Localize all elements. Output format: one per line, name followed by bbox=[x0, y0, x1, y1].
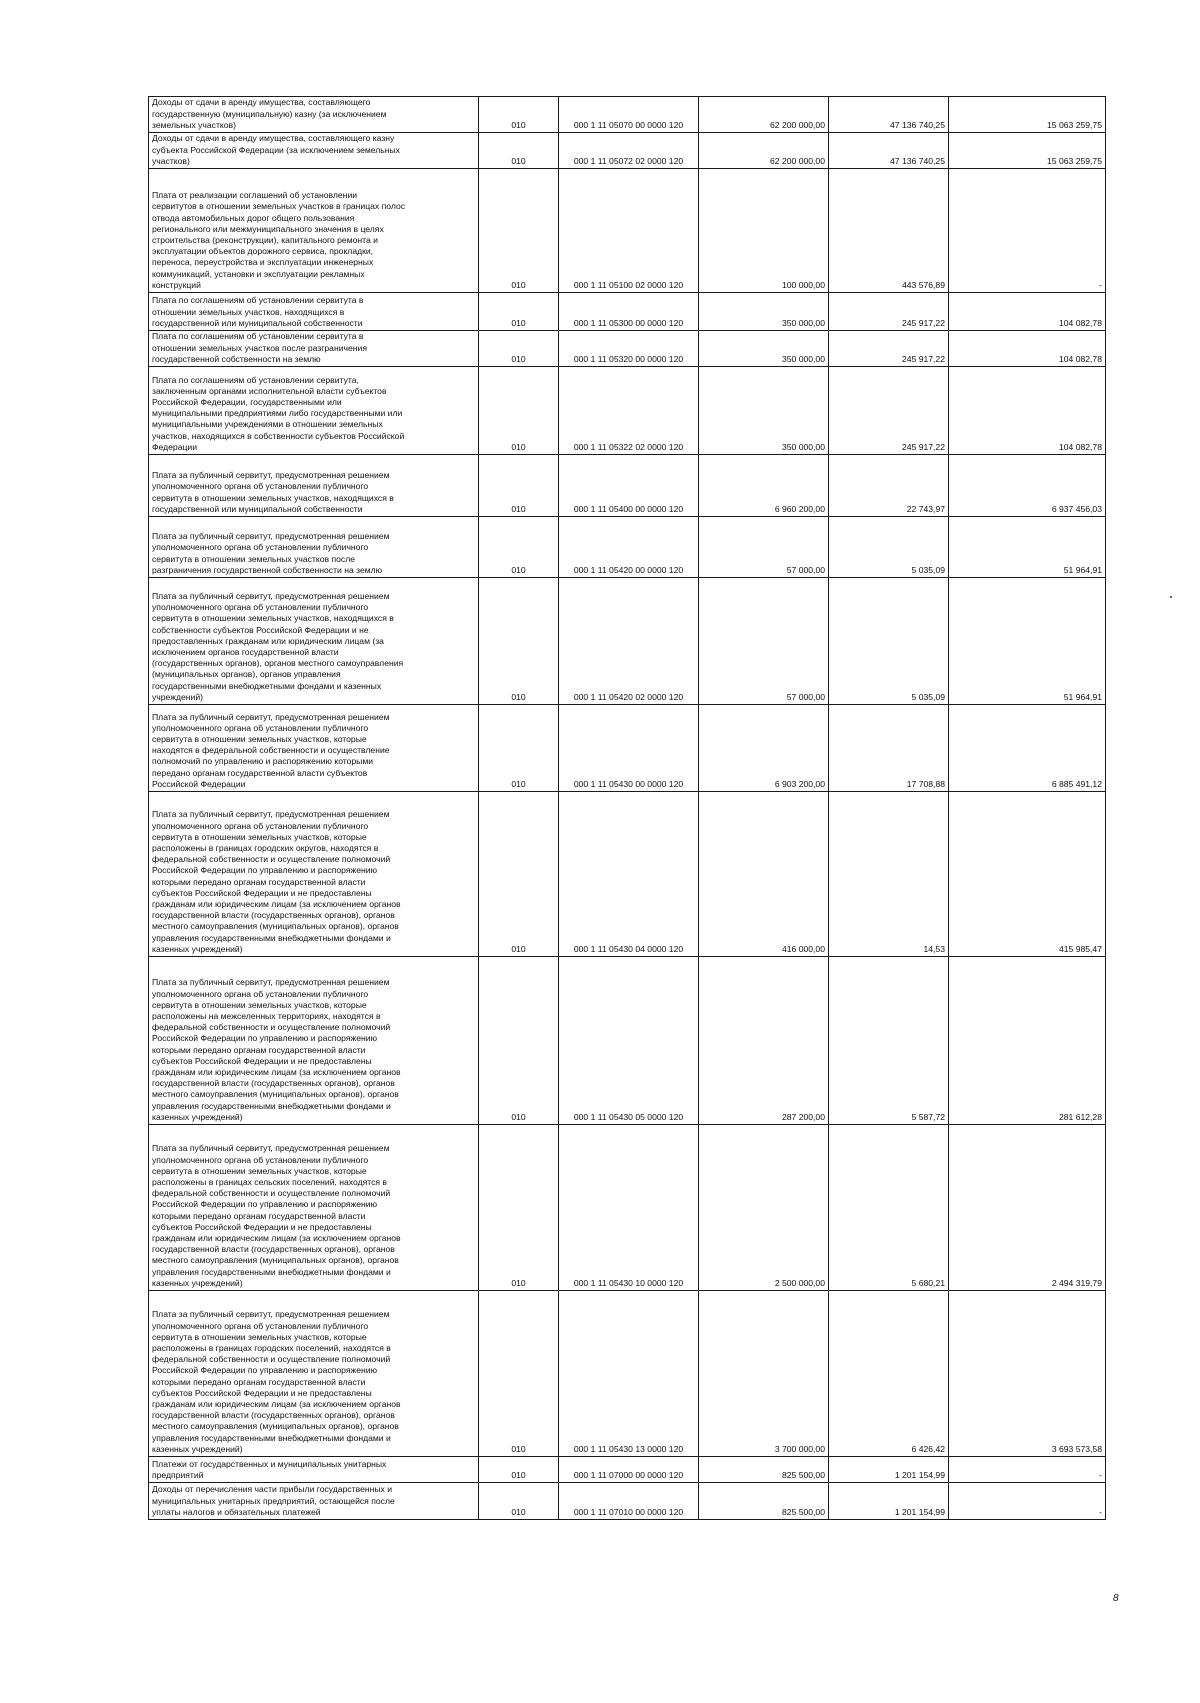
line-code-cell bbox=[479, 1457, 559, 1483]
approved-budget-cell bbox=[699, 578, 829, 705]
executed-text: 5 035,09 bbox=[911, 564, 945, 575]
table-row bbox=[149, 293, 1106, 331]
income-classification-code-text: 000 1 11 05420 00 0000 120 bbox=[573, 564, 684, 575]
unexecuted-text: 6 885 491,12 bbox=[1051, 778, 1102, 789]
line-code-cell bbox=[479, 169, 559, 293]
executed-text: 245 917,22 bbox=[901, 353, 945, 364]
income-classification-code-text: 000 1 11 05430 00 0000 120 bbox=[573, 778, 684, 789]
approved-budget-cell bbox=[699, 367, 829, 455]
income-classification-code-cell bbox=[559, 578, 699, 705]
approved-budget-text: 2 500 000,00 bbox=[774, 1277, 825, 1288]
unexecuted-cell bbox=[949, 331, 1106, 367]
approved-budget-cell bbox=[699, 455, 829, 517]
income-table-body bbox=[149, 97, 1106, 1520]
unexecuted-text: 51 964,91 bbox=[1063, 691, 1102, 702]
indicator-name-text: Плата за публичный сервитут, предусмотренная решением уполномоченного органа об установлении публичного сервитута в отношении земельных участков после разграничения государственной собственности на землю bbox=[152, 531, 390, 575]
line-code-cell bbox=[479, 705, 559, 792]
table-row bbox=[149, 578, 1106, 705]
line-code-cell bbox=[479, 1125, 559, 1291]
indicator-name-text: Плата за публичный сервитут, предусмотренная решением уполномоченного органа об установлении публичного сервитута в отношении земельных участков, которые расположены в границах сельских поселений, находятся в федеральной собственности и осуществление полномочий Российской Федерации по управлению и распоряжению которыми передано органам государственной власти субъектов Российской Федерации и не предоставлены гражданам или юридическим лицам (за исключением органов государственной власти (государственных органов), органов местного самоуправления (муниципальных органов), органов управления государственными внебюджетными фондами и казенных учреждений) bbox=[152, 1143, 401, 1288]
indicator-name-text: Доходы от перечисления части прибыли государственных и муниципальных унитарных предприятий, остающейся после уплаты налогов и обязательных платежей bbox=[152, 1484, 395, 1517]
unexecuted-cell bbox=[949, 455, 1106, 517]
approved-budget-cell bbox=[699, 517, 829, 578]
approved-budget-text: 416 000,00 bbox=[781, 943, 825, 954]
unexecuted-text: - bbox=[1099, 279, 1102, 290]
unexecuted-text: 415 985,47 bbox=[1058, 943, 1102, 954]
indicator-name-cell bbox=[149, 1483, 479, 1520]
unexecuted-cell bbox=[949, 169, 1106, 293]
indicator-name-text: Платежи от государственных и муниципальных унитарных предприятий bbox=[152, 1458, 387, 1480]
line-code-text: 010 bbox=[511, 1469, 526, 1480]
income-classification-code-text: 000 1 11 05100 02 0000 120 bbox=[573, 279, 684, 290]
income-classification-code-cell bbox=[559, 169, 699, 293]
indicator-name-text: Плата за публичный сервитут, предусмотренная решением уполномоченного органа об установлении публичного сервитута в отношении земельных участков, которые расположены в границах городских округов, находятся в федеральной собственности и осуществление полномочий Российской Федерации по управлению и распоряжению которыми передано органам государственной власти субъектов Российской Федерации и не предоставлены гражданам или юридическим лицам (за исключением органов государственной власти (государственных органов), органов местного самоуправления (муниципальных органов), органов управления государственными внебюджетными фондами и казенных учреждений) bbox=[152, 809, 401, 954]
line-code-text: 010 bbox=[511, 503, 526, 514]
executed-text: 245 917,22 bbox=[901, 441, 945, 452]
approved-budget-cell bbox=[699, 331, 829, 367]
unexecuted-text: 6 937 456,03 bbox=[1051, 503, 1102, 514]
indicator-name-cell bbox=[149, 133, 479, 169]
line-code-cell bbox=[479, 578, 559, 705]
executed-text: 5 035,09 bbox=[911, 691, 945, 702]
line-code-text: 010 bbox=[511, 564, 526, 575]
line-code-text: 010 bbox=[511, 1443, 526, 1454]
page-number: 8 bbox=[1113, 1593, 1119, 1604]
table-row bbox=[149, 1457, 1106, 1483]
approved-budget-text: 825 500,00 bbox=[781, 1469, 825, 1480]
income-classification-code-text: 000 1 11 05320 00 0000 120 bbox=[573, 353, 684, 364]
executed-text: 1 201 154,99 bbox=[894, 1469, 945, 1480]
approved-budget-text: 57 000,00 bbox=[786, 564, 825, 575]
unexecuted-cell bbox=[949, 1483, 1106, 1520]
income-classification-code-text: 000 1 11 05300 00 0000 120 bbox=[573, 317, 684, 328]
indicator-name-text: Плата за публичный сервитут, предусмотренная решением уполномоченного органа об установлении публичного сервитута в отношении земельных участков, которые расположены в границах городских поселений, находятся в федеральной собственности и осуществление полномочий Российской Федерации по управлению и распоряжению которыми передано органам государственной власти субъектов Российской Федерации и не предоставлены гражданам или юридическим лицам (за исключением органов государственной власти (государственных органов), органов местного самоуправления (муниципальных органов), органов управления государственными внебюджетными фондами и казенных учреждений) bbox=[152, 1309, 401, 1454]
line-code-cell bbox=[479, 455, 559, 517]
indicator-name-text: Плата за публичный сервитут, предусмотренная решением уполномоченного органа об установлении публичного сервитута в отношении земельных участков, находящихся в собственности субъектов Российской Федерации и не предоставленных гражданам или юридическим лицам (за исключением органов государственной власти (государственных органов), органов местного самоуправления (муниципальных органов), органов управления государственными внебюджетными фондами и казенных учреждений) bbox=[152, 590, 404, 702]
executed-text: 443 576,89 bbox=[901, 279, 945, 290]
unexecuted-text: - bbox=[1099, 1469, 1102, 1480]
executed-cell bbox=[829, 331, 949, 367]
indicator-name-text: Плата по соглашениям об установлении сервитута, заключенным органами исполнительной власти субъектов Российской Федерации, государственными или муниципальными предприятиями либо государственными или муниципальными учреждениями в отношении земельных участков, находящихся в собственности субъектов Российской Федерации bbox=[152, 374, 405, 452]
income-classification-code-cell bbox=[559, 1457, 699, 1483]
approved-budget-cell bbox=[699, 1291, 829, 1457]
approved-budget-cell bbox=[699, 792, 829, 957]
line-code-text: 010 bbox=[511, 1506, 526, 1517]
indicator-name-text: Плата за публичный сервитут, предусмотренная решением уполномоченного органа об установлении публичного сервитута в отношении земельных участков, которые находятся в федеральной собственности и осуществление полномочий по управлению и распоряжению которыми передано органам государственной власти субъектов Российской Федерации bbox=[152, 711, 390, 789]
income-classification-code-cell bbox=[559, 957, 699, 1125]
budget-report-sheet bbox=[148, 96, 1105, 1520]
unexecuted-text: - bbox=[1099, 1506, 1102, 1517]
executed-cell bbox=[829, 367, 949, 455]
unexecuted-cell bbox=[949, 293, 1106, 331]
approved-budget-text: 6 960 200,00 bbox=[774, 503, 825, 514]
approved-budget-cell bbox=[699, 133, 829, 169]
unexecuted-text: 3 693 573,58 bbox=[1051, 1443, 1102, 1454]
indicator-name-text: Плата за публичный сервитут, предусмотренная решением уполномоченного органа об установлении публичного сервитута в отношении земельных участков, находящихся в государственной или муниципальной собственности bbox=[152, 470, 394, 514]
approved-budget-text: 287 200,00 bbox=[781, 1111, 825, 1122]
executed-cell bbox=[829, 1125, 949, 1291]
table-row bbox=[149, 97, 1106, 133]
income-classification-code-cell bbox=[559, 1291, 699, 1457]
income-classification-code-text: 000 1 11 05072 02 0000 120 bbox=[573, 155, 684, 166]
unexecuted-cell bbox=[949, 957, 1106, 1125]
income-classification-code-cell bbox=[559, 293, 699, 331]
unexecuted-text: 15 063 259,75 bbox=[1047, 155, 1102, 166]
approved-budget-text: 350 000,00 bbox=[781, 353, 825, 364]
approved-budget-text: 62 200 000,00 bbox=[770, 119, 825, 130]
indicator-name-cell bbox=[149, 1291, 479, 1457]
approved-budget-cell bbox=[699, 1125, 829, 1291]
executed-text: 5 587,72 bbox=[911, 1111, 945, 1122]
line-code-text: 010 bbox=[511, 1277, 526, 1288]
unexecuted-text: 104 082,78 bbox=[1058, 317, 1102, 328]
indicator-name-cell bbox=[149, 578, 479, 705]
approved-budget-cell bbox=[699, 705, 829, 792]
executed-cell bbox=[829, 293, 949, 331]
executed-text: 47 136 740,25 bbox=[890, 155, 945, 166]
line-code-cell bbox=[479, 367, 559, 455]
indicator-name-cell bbox=[149, 455, 479, 517]
indicator-name-text: Доходы от сдачи в аренду имущества, составляющего казну субъекта Российской Федерации (за исключением земельных участков) bbox=[152, 133, 400, 166]
line-code-cell bbox=[479, 331, 559, 367]
line-code-cell bbox=[479, 97, 559, 133]
executed-text: 47 136 740,25 bbox=[890, 119, 945, 130]
income-classification-code-cell bbox=[559, 517, 699, 578]
executed-cell bbox=[829, 792, 949, 957]
approved-budget-text: 350 000,00 bbox=[781, 317, 825, 328]
unexecuted-cell bbox=[949, 1125, 1106, 1291]
indicator-name-cell bbox=[149, 293, 479, 331]
table-row bbox=[149, 705, 1106, 792]
unexecuted-cell bbox=[949, 97, 1106, 133]
line-code-cell bbox=[479, 133, 559, 169]
executed-cell bbox=[829, 1483, 949, 1520]
indicator-name-cell bbox=[149, 792, 479, 957]
executed-cell bbox=[829, 97, 949, 133]
unexecuted-cell bbox=[949, 367, 1106, 455]
unexecuted-cell bbox=[949, 578, 1106, 705]
unexecuted-cell bbox=[949, 517, 1106, 578]
line-code-text: 010 bbox=[511, 1111, 526, 1122]
executed-cell bbox=[829, 578, 949, 705]
line-code-text: 010 bbox=[511, 279, 526, 290]
approved-budget-cell bbox=[699, 293, 829, 331]
income-classification-code-text: 000 1 11 07000 00 0000 120 bbox=[573, 1469, 684, 1480]
line-code-cell bbox=[479, 293, 559, 331]
unexecuted-cell bbox=[949, 705, 1106, 792]
indicator-name-cell bbox=[149, 331, 479, 367]
line-code-text: 010 bbox=[511, 441, 526, 452]
income-classification-code-text: 000 1 11 07010 00 0000 120 bbox=[573, 1506, 684, 1517]
income-classification-code-text: 000 1 11 05070 00 0000 120 bbox=[573, 119, 684, 130]
line-code-cell bbox=[479, 1483, 559, 1520]
scan-speck bbox=[1170, 596, 1172, 598]
executed-text: 1 201 154,99 bbox=[894, 1506, 945, 1517]
unexecuted-text: 104 082,78 bbox=[1058, 441, 1102, 452]
indicator-name-text: Плата за публичный сервитут, предусмотренная решением уполномоченного органа об установлении публичного сервитута в отношении земельных участков, которые расположены на межселенных территориях, находятся в федеральной собственности и осуществление полномочий Российской Федерации по управлению и распоряжению которыми передано органам государственной власти субъектов Российской Федерации и не предоставлены гражданам или юридическим лицам (за исключением органов государственной власти (государственных органов), органов местного самоуправления (муниципальных органов), органов управления государственными внебюджетными фондами и казенных учреждений) bbox=[152, 977, 401, 1122]
income-classification-code-text: 000 1 11 05430 13 0000 120 bbox=[573, 1443, 684, 1454]
income-classification-code-text: 000 1 11 05430 05 0000 120 bbox=[573, 1111, 684, 1122]
executed-cell bbox=[829, 517, 949, 578]
line-code-cell bbox=[479, 957, 559, 1125]
executed-text: 5 680,21 bbox=[911, 1277, 945, 1288]
approved-budget-text: 100 000,00 bbox=[781, 279, 825, 290]
approved-budget-text: 825 500,00 bbox=[781, 1506, 825, 1517]
income-classification-code-cell bbox=[559, 97, 699, 133]
executed-cell bbox=[829, 1291, 949, 1457]
executed-text: 14,53 bbox=[923, 943, 945, 954]
table-row bbox=[149, 1125, 1106, 1291]
approved-budget-text: 57 000,00 bbox=[786, 691, 825, 702]
unexecuted-cell bbox=[949, 133, 1106, 169]
income-classification-code-cell bbox=[559, 792, 699, 957]
income-classification-code-cell bbox=[559, 133, 699, 169]
approved-budget-text: 3 700 000,00 bbox=[774, 1443, 825, 1454]
line-code-text: 010 bbox=[511, 353, 526, 364]
indicator-name-cell bbox=[149, 1125, 479, 1291]
indicator-name-cell bbox=[149, 367, 479, 455]
table-row bbox=[149, 169, 1106, 293]
executed-cell bbox=[829, 169, 949, 293]
income-classification-code-cell bbox=[559, 705, 699, 792]
table-row bbox=[149, 1291, 1106, 1457]
line-code-text: 010 bbox=[511, 155, 526, 166]
executed-cell bbox=[829, 957, 949, 1125]
indicator-name-cell bbox=[149, 957, 479, 1125]
approved-budget-cell bbox=[699, 1483, 829, 1520]
indicator-name-text: Плата по соглашениям об установлении сервитута в отношении земельных участков, находящихся в государственной или муниципальной собственности bbox=[152, 295, 364, 328]
line-code-cell bbox=[479, 1291, 559, 1457]
income-classification-code-text: 000 1 11 05322 02 0000 120 bbox=[573, 441, 684, 452]
income-classification-code-cell bbox=[559, 1125, 699, 1291]
indicator-name-cell bbox=[149, 97, 479, 133]
executed-cell bbox=[829, 455, 949, 517]
approved-budget-cell bbox=[699, 169, 829, 293]
line-code-text: 010 bbox=[511, 691, 526, 702]
unexecuted-text: 104 082,78 bbox=[1058, 353, 1102, 364]
table-row bbox=[149, 331, 1106, 367]
line-code-text: 010 bbox=[511, 119, 526, 130]
executed-cell bbox=[829, 705, 949, 792]
indicator-name-cell bbox=[149, 705, 479, 792]
income-classification-code-cell bbox=[559, 331, 699, 367]
unexecuted-cell bbox=[949, 1457, 1106, 1483]
unexecuted-text: 2 494 319,79 bbox=[1051, 1277, 1102, 1288]
executed-text: 245 917,22 bbox=[901, 317, 945, 328]
table-row bbox=[149, 792, 1106, 957]
table-row bbox=[149, 133, 1106, 169]
approved-budget-cell bbox=[699, 97, 829, 133]
line-code-text: 010 bbox=[511, 778, 526, 789]
indicator-name-cell bbox=[149, 1457, 479, 1483]
unexecuted-cell bbox=[949, 1291, 1106, 1457]
table-row bbox=[149, 455, 1106, 517]
table-row bbox=[149, 957, 1106, 1125]
executed-text: 6 426,42 bbox=[911, 1443, 945, 1454]
unexecuted-text: 281 612,28 bbox=[1058, 1111, 1102, 1122]
unexecuted-cell bbox=[949, 792, 1106, 957]
table-row bbox=[149, 1483, 1106, 1520]
approved-budget-cell bbox=[699, 1457, 829, 1483]
income-classification-code-text: 000 1 11 05420 02 0000 120 bbox=[573, 691, 684, 702]
approved-budget-text: 62 200 000,00 bbox=[770, 155, 825, 166]
executed-text: 22 743,97 bbox=[906, 503, 945, 514]
income-classification-code-text: 000 1 11 05400 00 0000 120 bbox=[573, 503, 684, 514]
income-classification-code-text: 000 1 11 05430 10 0000 120 bbox=[573, 1277, 684, 1288]
income-classification-code-cell bbox=[559, 455, 699, 517]
table-row bbox=[149, 517, 1106, 578]
indicator-name-text: Доходы от сдачи в аренду имущества, составляющего государственную (муниципальную) казну (за исключением земельных участков) bbox=[152, 97, 387, 130]
income-classification-code-text: 000 1 11 05430 04 0000 120 bbox=[573, 943, 684, 954]
executed-text: 17 708,88 bbox=[906, 778, 945, 789]
line-code-cell bbox=[479, 792, 559, 957]
approved-budget-text: 6 903 200,00 bbox=[774, 778, 825, 789]
income-table bbox=[148, 96, 1106, 1520]
line-code-text: 010 bbox=[511, 943, 526, 954]
line-code-cell bbox=[479, 517, 559, 578]
income-classification-code-cell bbox=[559, 367, 699, 455]
indicator-name-cell bbox=[149, 169, 479, 293]
line-code-text: 010 bbox=[511, 317, 526, 328]
approved-budget-text: 350 000,00 bbox=[781, 441, 825, 452]
indicator-name-cell bbox=[149, 517, 479, 578]
table-row bbox=[149, 367, 1106, 455]
approved-budget-cell bbox=[699, 957, 829, 1125]
unexecuted-text: 51 964,91 bbox=[1063, 564, 1102, 575]
indicator-name-text: Плата от реализации соглашений об установлении сервитутов в отношении земельных участков в границах полос отвода автомобильных дорог общего пользования регионального или межмуниципального значения в целях строительства (реконструкции), капитального ремонта и эксплуатации объектов дорожного сервиса, прокладки, переноса, переустройства и эксплуатации инженерных коммуникаций, установки и эксплуатации рекламных конструкций bbox=[152, 190, 406, 290]
executed-cell bbox=[829, 1457, 949, 1483]
income-classification-code-cell bbox=[559, 1483, 699, 1520]
executed-cell bbox=[829, 133, 949, 169]
unexecuted-text: 15 063 259,75 bbox=[1047, 119, 1102, 130]
indicator-name-text: Плата по соглашениям об установлении сервитута в отношении земельных участков после разграничения государственной собственности на землю bbox=[152, 331, 367, 364]
